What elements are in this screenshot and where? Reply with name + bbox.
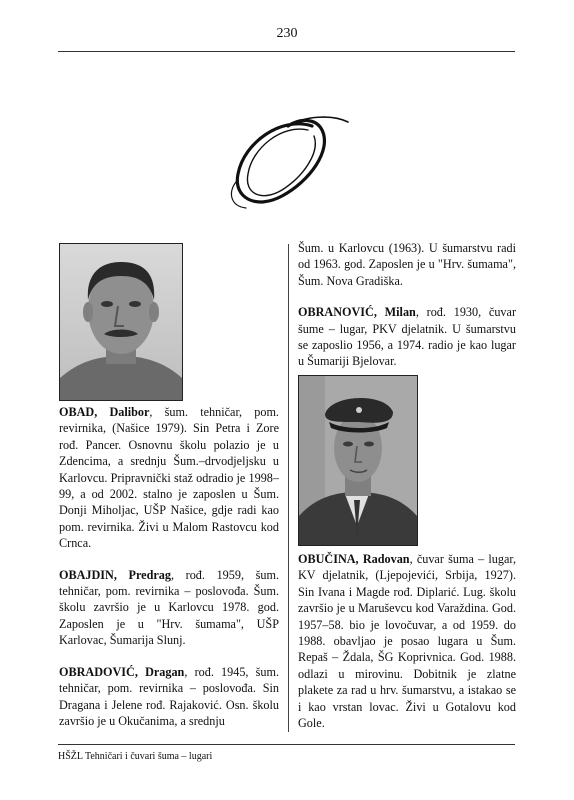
entry-text: , šum. tehničar, pom. revirnika, (Našice 1979). Sin Petra i Zore rođ. Pancer. Osnovnu školu polazio je u Zdencima, a srednju Šum.–drvodjeljsku u Karlovcu. Pripravnički staž odradio je 1998–99, a od 2002. stalno je zaposlen u Šum. Donji Miholjac, UŠP Našice, gdje radi kao pom. revirnika. Živi u Malom Rastovcu kod Crnca. [59, 405, 279, 551]
page-number: 230 [276, 26, 298, 41]
portrait-photo-obucina [298, 375, 418, 546]
entry-text: Šum. u Karlovcu (1963). U šumarstvu radi od 1963. god. Zaposlen je u "Hrv. šumama", Šum. Nova Gradiška. [298, 241, 516, 288]
entry-name: OBAJDIN, Predrag [59, 567, 171, 582]
entry-obajdin [59, 567, 279, 649]
portrait-photo-obad [59, 243, 183, 401]
entry-name: OBRANOVIĆ, Milan [298, 305, 416, 320]
column-divider [288, 244, 289, 732]
section-initial-letter [224, 112, 354, 212]
right-column-bottom [298, 551, 516, 746]
right-column-top [298, 240, 516, 385]
entry-name: OBAD, Dalibor [59, 405, 150, 419]
footer-text: HŠŽL Tehničari i čuvari šuma – lugari [58, 751, 213, 762]
entry-text: , rođ. 1959, šum. tehničar, pom. revirnika – poslovođa. Šum. školu završio je u Karlovcu 1978. god. Zaposlen je u "Hrv. šumama", UŠP Karlovac, Šumarija Slunj. [59, 567, 279, 648]
header-rule [58, 51, 515, 52]
entry-obranovic [298, 304, 516, 370]
left-column [59, 404, 279, 744]
entry-obradovic-continuation [298, 240, 516, 289]
entry-obradovic [59, 664, 279, 730]
entry-obucina [298, 551, 516, 731]
entry-text: , čuvar šuma – lugar, KV djelatnik, (Ljepojevići, Srbija, 1927). Sin Ivana i Magde rođ. Diplarić. Lug. školu završio je u Maruševcu kod Varaždina. God. 1957–58. bio je lovočuvar, a od 1959. do 1988. obavljao je posao lugara u Šum. Repaš – Ždala, ŠG Koprivnica. God. 1988. odlazi u mirovinu. Dobitnik je zlatne plakete za rad u hrv. šumarstvu, a istakao se i kao vrstan lovac. Živi u Gotalovu kod Gole. [298, 552, 516, 731]
entry-name: OBRADOVIĆ, Dragan [59, 664, 185, 679]
entry-obad [59, 404, 279, 552]
entry-text: , rođ. 1945, šum. tehničar, pom. revirnika – poslovođa. Sin Dragana i Jelene rođ. Rajaković. Osn. školu završio je u Okučanima, a srednju [59, 664, 280, 728]
entry-text: , rođ. 1930, čuvar šume – lugar, PKV djelatnik. U šumarstvu se zaposlio 1956, a 1974. radio je kao lugar u Šumariji Bjelovar. [298, 305, 516, 369]
footer-rule [58, 744, 515, 745]
entry-name: OBUČINA, Radovan [298, 552, 410, 566]
